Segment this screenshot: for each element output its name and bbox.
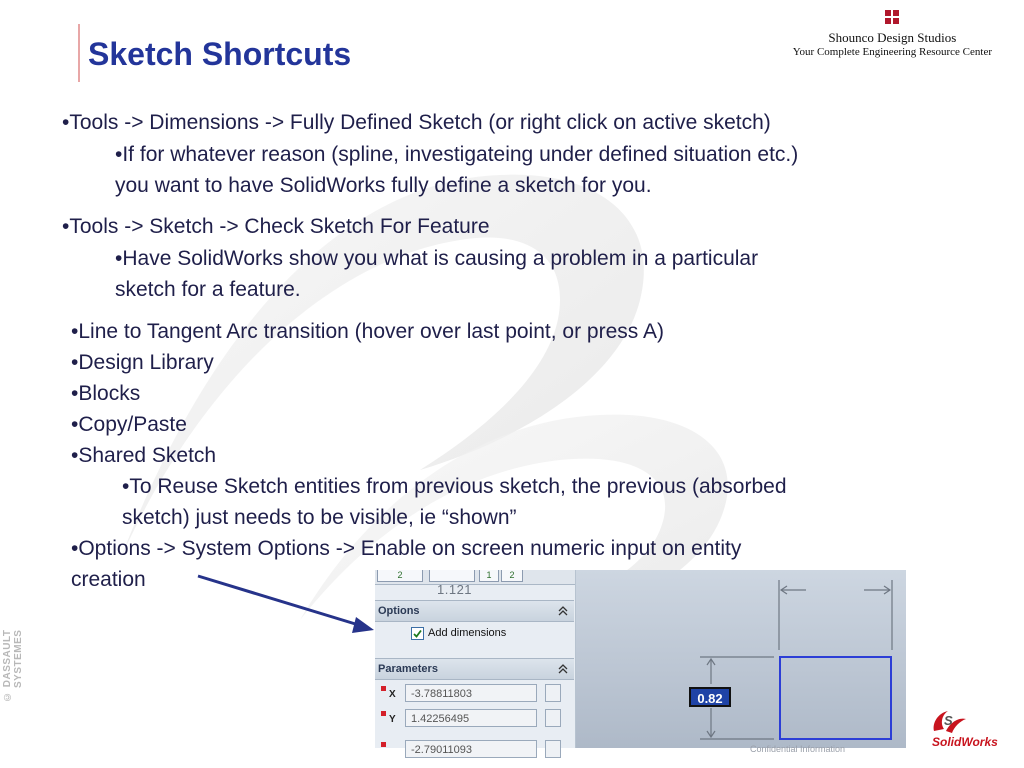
toolbar-button[interactable]: 2 (377, 570, 423, 582)
company-tagline: Your Complete Engineering Resource Center (792, 46, 992, 58)
point-marker-icon (381, 742, 386, 747)
collapse-chevron-icon[interactable] (558, 606, 568, 616)
parameter-x-spinner[interactable] (545, 684, 561, 702)
options-section-header[interactable] (375, 600, 574, 622)
collapse-chevron-icon[interactable] (558, 664, 568, 674)
bullet-level-1: •Tools -> Sketch -> Check Sketch For Feature (62, 215, 490, 238)
bullet-level-1: •Blocks (71, 382, 141, 405)
parameter-y-spinner[interactable] (545, 709, 561, 727)
bullet-level-1: •Copy/Paste (71, 413, 187, 436)
toolbar-button[interactable]: 1 (479, 570, 499, 582)
add-dimensions-label: Add dimensions (428, 627, 507, 639)
confidential-note: Confidential Information (750, 744, 846, 754)
bullet-level-1: •Design Library (71, 351, 214, 374)
checkmark-icon (412, 628, 423, 639)
solidworks-logo (922, 705, 998, 755)
parameter-x-field[interactable]: -3.78811803 (405, 684, 537, 702)
add-dimensions-checkbox[interactable] (411, 627, 424, 640)
parameters-section-header[interactable] (375, 658, 574, 680)
bullet-level-1: •Shared Sketch (71, 444, 217, 467)
parameter-third-spinner[interactable] (545, 740, 561, 758)
parameters-section-title: Parameters (378, 663, 438, 675)
ds-logo-icon (930, 705, 970, 737)
toolbar-button[interactable] (429, 570, 475, 582)
parameter-axis-label: X (389, 689, 396, 700)
add-dimensions-option[interactable] (411, 626, 506, 640)
sketch-rectangle (780, 657, 891, 739)
dassault-side-brand: © DASSAULT SYSTEMES (2, 630, 24, 703)
toolbar-button[interactable]: 2 (501, 570, 523, 582)
bullet-level-2: •To Reuse Sketch entities from previous sketch, the previous (absorbed (122, 475, 787, 498)
bullet-continuation: you want to have SolidWorks fully define a sketch for you. (115, 174, 652, 197)
title-accent-rule (78, 24, 80, 82)
panel-toolbar (375, 570, 575, 585)
bullet-level-1: •Options -> System Options -> Enable on screen numeric input on entity (71, 537, 742, 560)
company-logo-block (793, 10, 992, 59)
point-marker-icon (381, 686, 386, 691)
bullet-continuation: sketch) just needs to be visible, ie “shown” (122, 506, 517, 529)
bullet-continuation: sketch for a feature. (115, 278, 301, 301)
property-manager-panel (375, 570, 576, 756)
parameter-axis-label: Y (389, 714, 396, 725)
options-section-title: Options (378, 605, 420, 617)
numeric-input-box[interactable]: 0.82 (689, 687, 731, 707)
company-name: Shounco Design Studios (828, 30, 957, 45)
parameter-third-field[interactable]: -2.79011093 (405, 740, 537, 758)
sketch-geometry (576, 570, 906, 748)
point-marker-icon (381, 711, 386, 716)
company-mark-icon (885, 10, 899, 24)
svg-text:S: S (944, 713, 953, 728)
slide-title: Sketch Shortcuts (88, 36, 352, 72)
solidworks-wordmark: SolidWorks (932, 735, 998, 749)
graphics-viewport[interactable] (576, 570, 906, 748)
bullet-continuation: creation (71, 568, 146, 591)
bullet-level-2: •Have SolidWorks show you what is causing a problem in a particular (115, 247, 759, 270)
bullet-level-1: •Tools -> Dimensions -> Fully Defined Sketch (or right click on active sketch) (62, 111, 771, 134)
parameter-y-field[interactable]: 1.42256495 (405, 709, 537, 727)
bullet-level-1: •Line to Tangent Arc transition (hover over last point, or press A) (71, 320, 664, 343)
bullet-level-2: •If for whatever reason (spline, investigateing under defined situation etc.) (115, 143, 799, 166)
horizontal-dimension-value: 1.121 (437, 582, 473, 597)
